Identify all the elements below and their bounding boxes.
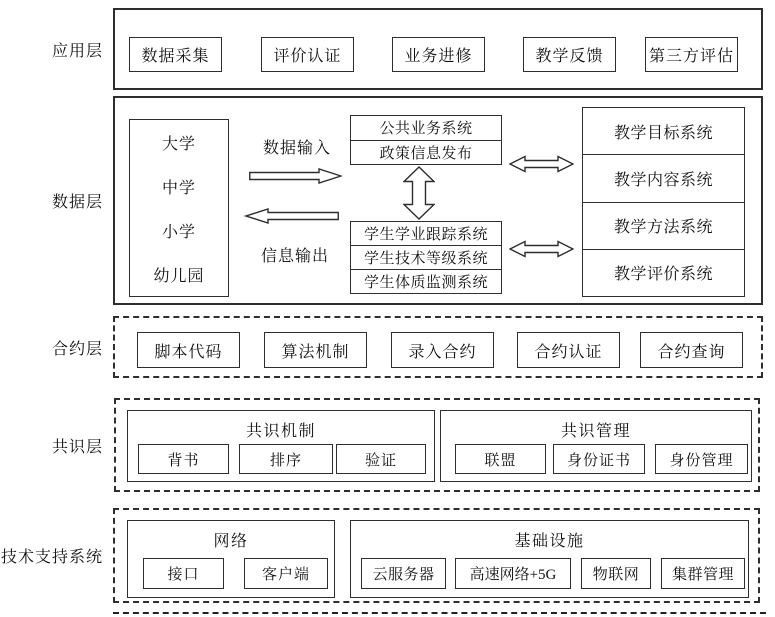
infra-item-cloud-server: 云服务器 [361, 558, 446, 589]
infrastructure-box [350, 520, 749, 598]
info-output-label: 信息输出 [260, 248, 329, 265]
student-system-row: 学生技术等级系统 [351, 246, 501, 270]
network-title: 网络 [213, 533, 249, 550]
horizontal-double-arrow-bottom-icon [509, 239, 574, 259]
contract-box-entry: 录入合约 [391, 332, 494, 368]
consensus-item-identity-mgmt: 身份管理 [655, 444, 748, 474]
contract-box-algorithm: 算法机制 [264, 332, 367, 368]
public-system-box [350, 115, 502, 165]
consensus-item-ordering: 排序 [239, 444, 333, 474]
info-output-arrow-icon [244, 208, 339, 224]
network-item-client: 客户端 [244, 558, 328, 589]
consensus-item-identity-cert: 身份证书 [553, 444, 645, 474]
layer-label-contract: 合约层 [51, 340, 103, 358]
consensus-mechanism-box [127, 410, 435, 482]
consensus-item-validation: 验证 [336, 444, 426, 474]
public-system-row: 公共业务系统 [351, 116, 501, 141]
school-item-university: 大学 [161, 135, 196, 153]
layer-label-data: 数据层 [51, 194, 103, 211]
layer-label-application: 应用层 [51, 42, 103, 60]
consensus-item-alliance: 联盟 [455, 444, 546, 474]
school-item-primary-school: 小学 [161, 223, 196, 241]
app-box-data-collection: 数据采集 [129, 37, 222, 72]
layer-label-consensus: 共识层 [51, 438, 103, 456]
data-layer-container [113, 96, 763, 305]
schools-box [129, 119, 229, 297]
infra-item-iot: 物联网 [581, 558, 651, 589]
student-systems-box [350, 221, 502, 294]
teaching-systems-box [582, 107, 745, 297]
school-item-kindergarten: 幼儿园 [153, 267, 205, 285]
consensus-layer-container [114, 398, 760, 492]
infra-item-cluster-mgmt: 集群管理 [661, 558, 745, 589]
application-layer-container [113, 8, 763, 90]
app-box-business-training: 业务进修 [392, 37, 485, 72]
consensus-management-title: 共识管理 [560, 423, 631, 440]
consensus-management-box [440, 410, 752, 482]
consensus-mechanism-title: 共识机制 [245, 423, 316, 440]
data-input-label: 数据输入 [262, 140, 331, 157]
student-system-row: 学生体质监测系统 [363, 275, 488, 291]
teaching-system-row: 教学评价系统 [613, 266, 713, 284]
infrastructure-title: 基础设施 [514, 533, 585, 550]
app-box-third-party-eval: 第三方评估 [645, 37, 738, 72]
app-box-teaching-feedback: 教学反馈 [523, 37, 616, 72]
infra-item-highspeed-5g: 高速网络+5G [455, 558, 571, 589]
network-box [127, 520, 335, 598]
teaching-system-row: 教学目标系统 [583, 108, 744, 155]
contract-layer-container [113, 316, 763, 378]
student-system-row: 学生学业跟踪系统 [351, 222, 501, 246]
layer-label-tech-support: 技术支持系统 [0, 549, 103, 566]
tech-support-layer-container [113, 508, 760, 603]
school-item-middle-school: 中学 [161, 179, 196, 197]
app-box-evaluation-cert: 评价认证 [261, 37, 354, 72]
consensus-item-endorsement: 背书 [138, 444, 229, 474]
teaching-system-row: 教学方法系统 [583, 203, 744, 250]
data-input-arrow-icon [249, 168, 342, 184]
bottom-dashed-line [113, 612, 766, 614]
contract-box-certification: 合约认证 [517, 332, 620, 368]
horizontal-double-arrow-top-icon [509, 154, 574, 174]
public-system-row: 政策信息发布 [379, 145, 473, 162]
vertical-double-arrow-icon [403, 166, 435, 220]
teaching-system-row: 教学内容系统 [583, 155, 744, 202]
contract-box-query: 合约查询 [640, 332, 743, 368]
contract-box-script-code: 脚本代码 [137, 332, 240, 368]
network-item-interface: 接口 [143, 558, 224, 589]
